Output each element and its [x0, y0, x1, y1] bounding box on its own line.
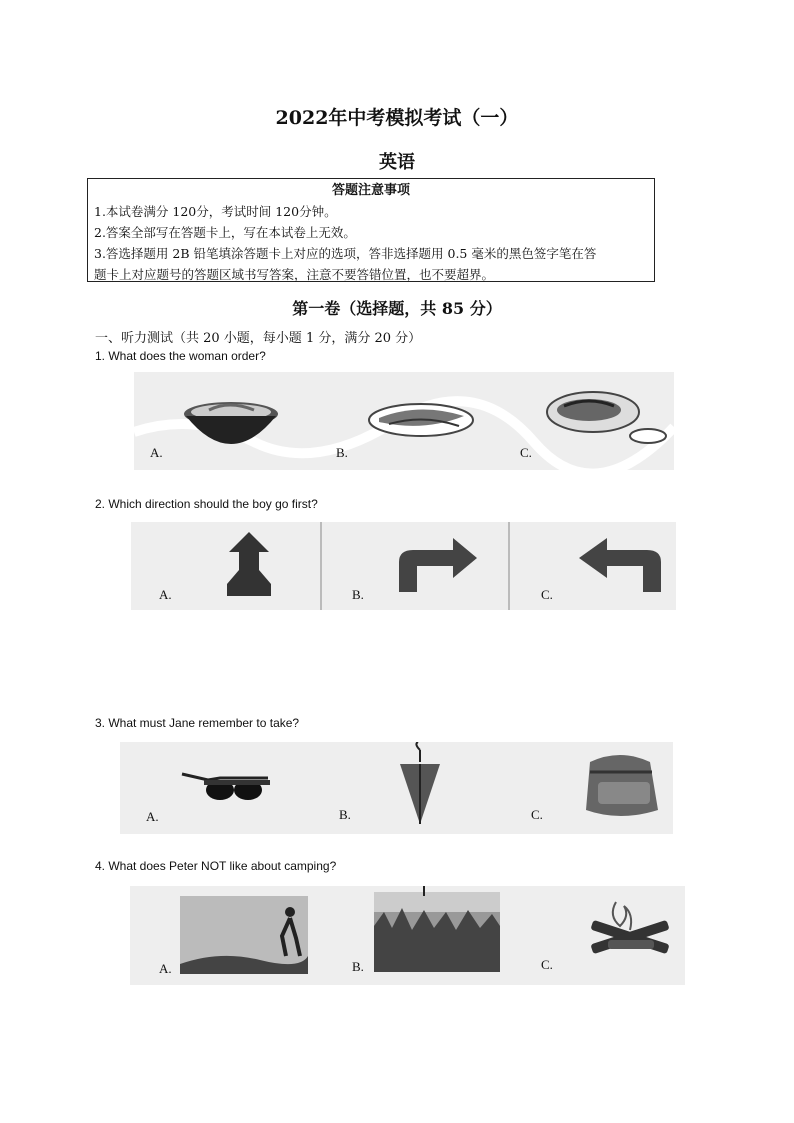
notice-line: 2.答案全部写在答题卡上，写在本试卷上无效。 — [94, 225, 356, 240]
question-3-text: 3. What must Jane remember to take? — [95, 716, 300, 730]
option-b-label: B. — [336, 445, 348, 460]
question-2-image-panel — [131, 522, 676, 610]
campfire-icon — [590, 902, 669, 954]
part-title: 第一卷（选择题，共 85 分） — [292, 299, 502, 318]
question-1-image-panel — [134, 372, 674, 470]
camping-options-illustration — [130, 886, 685, 985]
option-a-label: A. — [159, 587, 172, 602]
notice-heading: 答题注意事项 — [331, 183, 410, 198]
items-options-illustration — [120, 742, 673, 834]
notice-box — [87, 178, 655, 282]
question-1-text: 1. What does the woman order? — [95, 349, 266, 363]
option-c-label: C. — [531, 807, 543, 822]
backpack-icon — [586, 755, 658, 816]
subject-title: 英语 — [379, 152, 415, 173]
umbrella-icon — [400, 742, 440, 824]
question-4-text: 4. What does Peter NOT like about camping? — [95, 859, 337, 873]
option-b-label: B. — [339, 807, 351, 822]
option-b-label: B. — [352, 959, 364, 974]
option-a-label: A. — [146, 809, 159, 824]
section-title: 一、听力测试（共 20 小题，每小题 1 分，满分 20 分） — [95, 331, 422, 346]
arrow-turn-right-icon — [399, 538, 477, 592]
arrow-straight-icon — [227, 532, 271, 596]
direction-options-illustration — [131, 522, 676, 610]
sunglasses-icon — [182, 774, 270, 800]
option-c-label: C. — [541, 587, 553, 602]
option-a-label: A. — [159, 961, 172, 976]
hiker-photo-icon — [180, 896, 308, 974]
option-a-label: A. — [150, 445, 163, 460]
grass-field-photo-icon — [374, 886, 500, 972]
notice-line: 3.答选择题用 2B 铅笔填涂答题卡上对应的选项，答非选择题用 0.5 毫米的黑色签字笔在答 — [94, 246, 597, 261]
question-3-image-panel — [120, 742, 673, 834]
question-4-image-panel — [130, 886, 685, 985]
fish-dish-icon — [547, 392, 666, 443]
question-2-text: 2. Which direction should the boy go first? — [95, 497, 318, 511]
fish-plate-icon — [369, 404, 473, 436]
notice-line: 1.本试卷满分 120分，考试时间 120分钟。 — [94, 204, 337, 219]
exam-title: 2022年中考模拟考试（一） — [275, 107, 519, 129]
noodle-bowl-icon — [184, 402, 278, 444]
option-c-label: C. — [541, 957, 553, 972]
option-b-label: B. — [352, 587, 364, 602]
arrow-turn-left-icon — [579, 538, 661, 592]
notice-line: 题卡上对应题号的答题区域书写答案，注意不要答错位置，也不要超界。 — [94, 267, 495, 282]
option-c-label: C. — [520, 445, 532, 460]
food-options-illustration — [134, 372, 674, 470]
